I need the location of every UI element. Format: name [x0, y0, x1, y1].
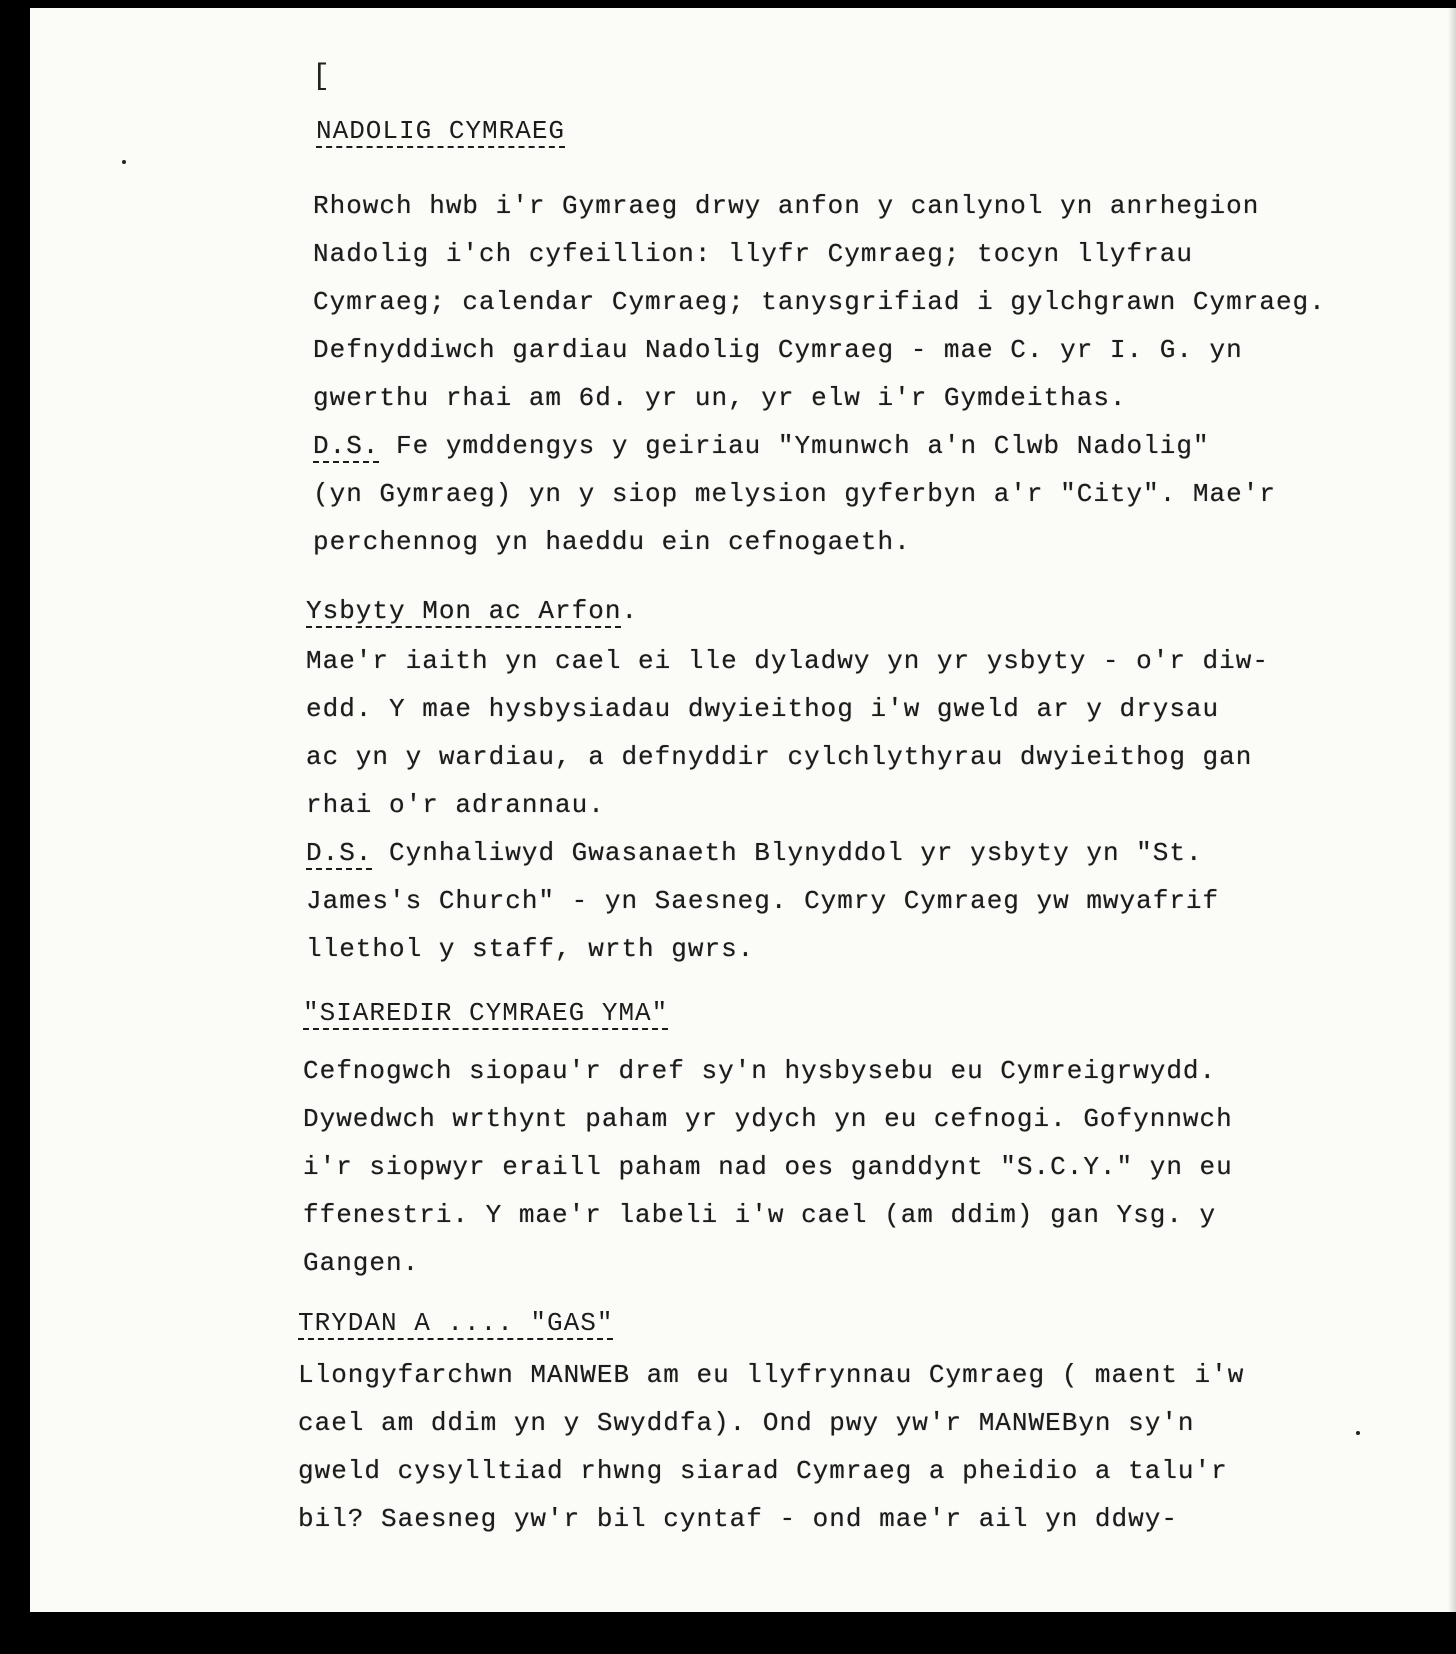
text-line: gweld cysylltiad rhwng siarad Cymraeg a pheidio a talu'r [298, 1456, 1228, 1486]
text-line: perchennog yn haeddu ein cefnogaeth. [313, 527, 911, 557]
text-line: Mae'r iaith yn cael ei lle dyladwy yn yr ysbyty - o'r diw- [306, 646, 1269, 676]
ds-line [313, 431, 1210, 461]
text-line: Cefnogwch siopau'r dref sy'n hysbysebu eu Cymreigrwydd. [303, 1056, 1217, 1086]
text-line: Defnyddiwch gardiau Nadolig Cymraeg - mae C. yr I. G. yn [313, 335, 1243, 365]
text-span: Cynhaliwyd Gwasanaeth Blynyddol yr ysbyty yn "St. [389, 838, 1203, 868]
section-heading-nadolig: NADOLIG CYMRAEG [316, 116, 566, 146]
section-heading-trydan: TRYDAN A .... "GAS" [298, 1308, 614, 1338]
text-line: Rhowch hwb i'r Gymraeg drwy anfon y canlynol yn anrhegion [313, 191, 1260, 221]
stray-dot [122, 160, 126, 164]
ds-label: D.S. [313, 431, 380, 461]
document-page [30, 8, 1456, 1612]
section-heading-siaredir: "SIAREDIR CYMRAEG YMA" [303, 998, 669, 1028]
text-line: edd. Y mae hysbysiadau dwyieithog i'w gweld ar y drysau [306, 694, 1220, 724]
corner-mark: [ [312, 60, 331, 94]
text-line: ffenestri. Y mae'r labeli i'w cael (am ddim) gan Ysg. y [303, 1200, 1217, 1230]
text-line: cael am ddim yn y Swyddfa). Ond pwy yw'r MANWEByn sy'n [298, 1408, 1195, 1438]
text-line: Dywedwch wrthynt paham yr ydych yn eu cefnogi. Gofynnwch [303, 1104, 1233, 1134]
ds-line [306, 838, 1203, 868]
ds-label: D.S. [306, 838, 373, 868]
text-line: Cymraeg; calendar Cymraeg; tanysgrifiad i gylchgrawn Cymraeg. [313, 287, 1326, 317]
text-line: Llongyfarchwn MANWEB am eu llyfrynnau Cymraeg ( maent i'w [298, 1360, 1245, 1390]
text-line: James's Church" - yn Saesneg. Cymry Cymraeg yw mwyafrif [306, 886, 1220, 916]
text-line: llethol y staff, wrth gwrs. [306, 934, 755, 964]
text-line: bil? Saesneg yw'r bil cyntaf - ond mae'r ail yn ddwy- [298, 1504, 1178, 1534]
text-line: i'r siopwyr eraill paham nad oes ganddynt "S.C.Y." yn eu [303, 1152, 1233, 1182]
text-line: Gangen. [303, 1248, 420, 1278]
stray-dot [1356, 1431, 1360, 1435]
text-line: gwerthu rhai am 6d. yr un, yr elw i'r Gymdeithas. [313, 383, 1127, 413]
text-span: Fe ymddengys y geiriau "Ymunwch a'n Clwb Nadolig" [396, 431, 1210, 461]
page-edge-shadow [1448, 8, 1456, 1612]
section-heading-ysbyty: Ysbyty Mon ac Arfon [306, 596, 622, 626]
text-line: ac yn y wardiau, a defnyddir cylchlythyrau dwyieithog gan [306, 742, 1253, 772]
text-line: Nadolig i'ch cyfeillion: llyfr Cymraeg; tocyn llyfrau [313, 239, 1193, 269]
heading-suffix: . [621, 596, 639, 626]
text-line: (yn Gymraeg) yn y siop melysion gyferbyn a'r "City". Mae'r [313, 479, 1276, 509]
section-heading-ysbyty-wrap [306, 596, 638, 626]
text-line: rhai o'r adrannau. [306, 790, 605, 820]
